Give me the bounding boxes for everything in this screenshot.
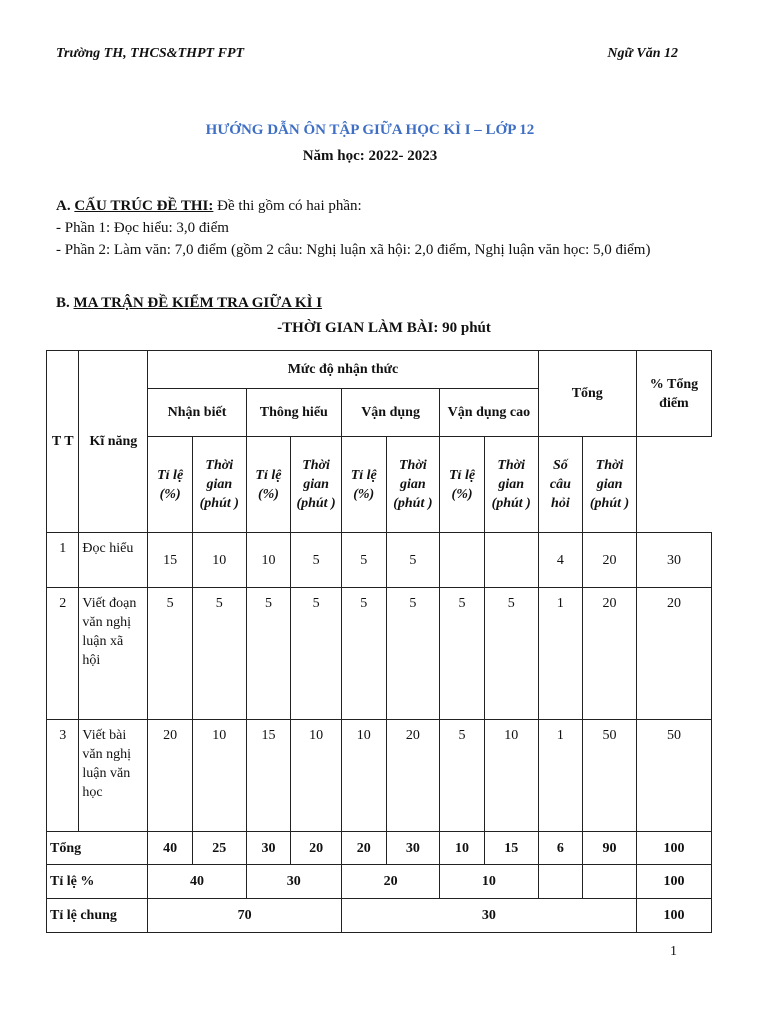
- time-header: Thời gian (phút ): [484, 437, 538, 533]
- cell: 50: [636, 720, 711, 832]
- row-number: 1: [47, 533, 79, 588]
- header-skill: Kĩ năng: [79, 351, 148, 533]
- section-a-intro: Đề thi gồm có hai phần:: [213, 198, 362, 214]
- cell: 10: [484, 720, 538, 832]
- level-high-application: Vận dụng cao: [440, 389, 538, 437]
- section-b-prefix: B.: [56, 295, 70, 311]
- section-a-prefix: A.: [56, 198, 71, 214]
- ratio-header: Tỉ lệ (%): [341, 437, 386, 533]
- general-ratio-row: [47, 899, 712, 933]
- cell: 15: [484, 832, 538, 865]
- cell: 5: [440, 588, 485, 720]
- cell: 5: [246, 588, 291, 720]
- school-year: Năm học: 2022- 2023: [302, 148, 438, 164]
- cell: 20: [341, 832, 386, 865]
- total-row: [47, 832, 712, 865]
- cell: 10: [440, 832, 485, 865]
- cell: 5: [291, 533, 342, 588]
- cell: 90: [583, 832, 637, 865]
- cell: 10: [440, 865, 538, 899]
- cell: 100: [636, 865, 711, 899]
- row-number: 2: [47, 588, 79, 720]
- cell: 100: [636, 832, 711, 865]
- header-total-score-pct: % Tổng điểm: [636, 351, 711, 437]
- cell: 30: [386, 832, 440, 865]
- cell: 15: [246, 720, 291, 832]
- page-title: HƯỚNG DẪN ÔN TẬP GIỮA HỌC KÌ I – LỚP 12: [205, 122, 535, 138]
- cell: 50: [583, 720, 637, 832]
- cell: 10: [341, 720, 386, 832]
- subject-name: Ngữ Văn 12: [607, 46, 678, 61]
- level-recognition: Nhận biết: [148, 389, 246, 437]
- section-b-heading: MA TRẬN ĐỀ KIỂM TRA GIỮA KÌ I: [73, 295, 323, 311]
- cell: 20: [583, 588, 637, 720]
- level-application: Vận dụng: [341, 389, 439, 437]
- cell: 6: [538, 832, 583, 865]
- section-a-heading: CẤU TRÚC ĐỀ THI:: [74, 198, 214, 214]
- cell: 10: [246, 533, 291, 588]
- header-row-1: [47, 351, 712, 389]
- cell: 40: [148, 865, 246, 899]
- page-number: 1: [670, 944, 677, 959]
- cell: 20: [583, 533, 637, 588]
- cell: 5: [341, 588, 386, 720]
- cell: 20: [341, 865, 439, 899]
- row-skill: Đọc hiểu: [79, 533, 148, 588]
- cell: 5: [291, 588, 342, 720]
- cell: 5: [440, 720, 485, 832]
- cell: [440, 533, 485, 588]
- ratio-row: [47, 865, 712, 899]
- table-row: [47, 720, 712, 832]
- cell: 30: [636, 533, 711, 588]
- cell: 5: [386, 588, 440, 720]
- cell: 1: [538, 720, 583, 832]
- cell: 70: [148, 899, 342, 933]
- table-row: [47, 588, 712, 720]
- ratio-label: Tỉ lệ %: [47, 865, 148, 899]
- ratio-header: Tỉ lệ (%): [440, 437, 485, 533]
- cell: 25: [192, 832, 246, 865]
- cell: 40: [148, 832, 193, 865]
- cell: [583, 865, 637, 899]
- row-skill: Viết đoạn văn nghị luận xã hội: [79, 588, 148, 720]
- section-a-heading-line: [56, 195, 676, 217]
- cell: 15: [148, 533, 193, 588]
- row-skill: Viết bài văn nghị luận văn học: [79, 720, 148, 832]
- cell: 10: [192, 533, 246, 588]
- header-cognitive-level: Mức độ nhận thức: [148, 351, 538, 389]
- cell: [484, 533, 538, 588]
- cell: 10: [192, 720, 246, 832]
- cell: [538, 865, 583, 899]
- cell: 5: [341, 533, 386, 588]
- cell: 5: [386, 533, 440, 588]
- cell: 1: [538, 588, 583, 720]
- level-understanding: Thông hiểu: [246, 389, 341, 437]
- cell: 20: [291, 832, 342, 865]
- cell: 10: [291, 720, 342, 832]
- header-tt: T T: [47, 351, 79, 533]
- time-header: Thời gian (phút ): [291, 437, 342, 533]
- exam-time: -THỜI GIAN LÀM BÀI: 90 phút: [277, 320, 491, 336]
- cell: 5: [484, 588, 538, 720]
- time-header: Thời gian (phút ): [583, 437, 637, 533]
- total-label: Tổng: [47, 832, 148, 865]
- cell: 30: [341, 899, 636, 933]
- cell: 30: [246, 865, 341, 899]
- row-number: 3: [47, 720, 79, 832]
- cell: 20: [636, 588, 711, 720]
- ratio-header: Tỉ lệ (%): [246, 437, 291, 533]
- cell: 5: [192, 588, 246, 720]
- cell: 100: [636, 899, 711, 933]
- section-b-heading-line: [56, 292, 676, 314]
- cell: 4: [538, 533, 583, 588]
- header-total: Tổng: [538, 351, 636, 437]
- section-a-part2: - Phần 2: Làm văn: 7,0 điểm (gồm 2 câu: Nghị luận xã hội: 2,0 điểm, Nghị luận văn học: 5,0 điểm): [56, 242, 651, 258]
- table-row: [47, 533, 712, 588]
- school-name: Trường TH, THCS&THPT FPT: [56, 46, 245, 61]
- cell: 30: [246, 832, 291, 865]
- time-header: Thời gian (phút ): [192, 437, 246, 533]
- section-a: [56, 195, 676, 261]
- general-ratio-label: Tỉ lệ chung: [47, 899, 148, 933]
- ratio-header: Tỉ lệ (%): [148, 437, 193, 533]
- cell: 20: [386, 720, 440, 832]
- cell: 5: [148, 588, 193, 720]
- time-header: Thời gian (phút ): [386, 437, 440, 533]
- section-a-part1: - Phần 1: Đọc hiểu: 3,0 điểm: [56, 220, 229, 236]
- exam-matrix-table: [46, 350, 712, 933]
- cell: 20: [148, 720, 193, 832]
- question-count-header: Số câu hỏi: [538, 437, 583, 533]
